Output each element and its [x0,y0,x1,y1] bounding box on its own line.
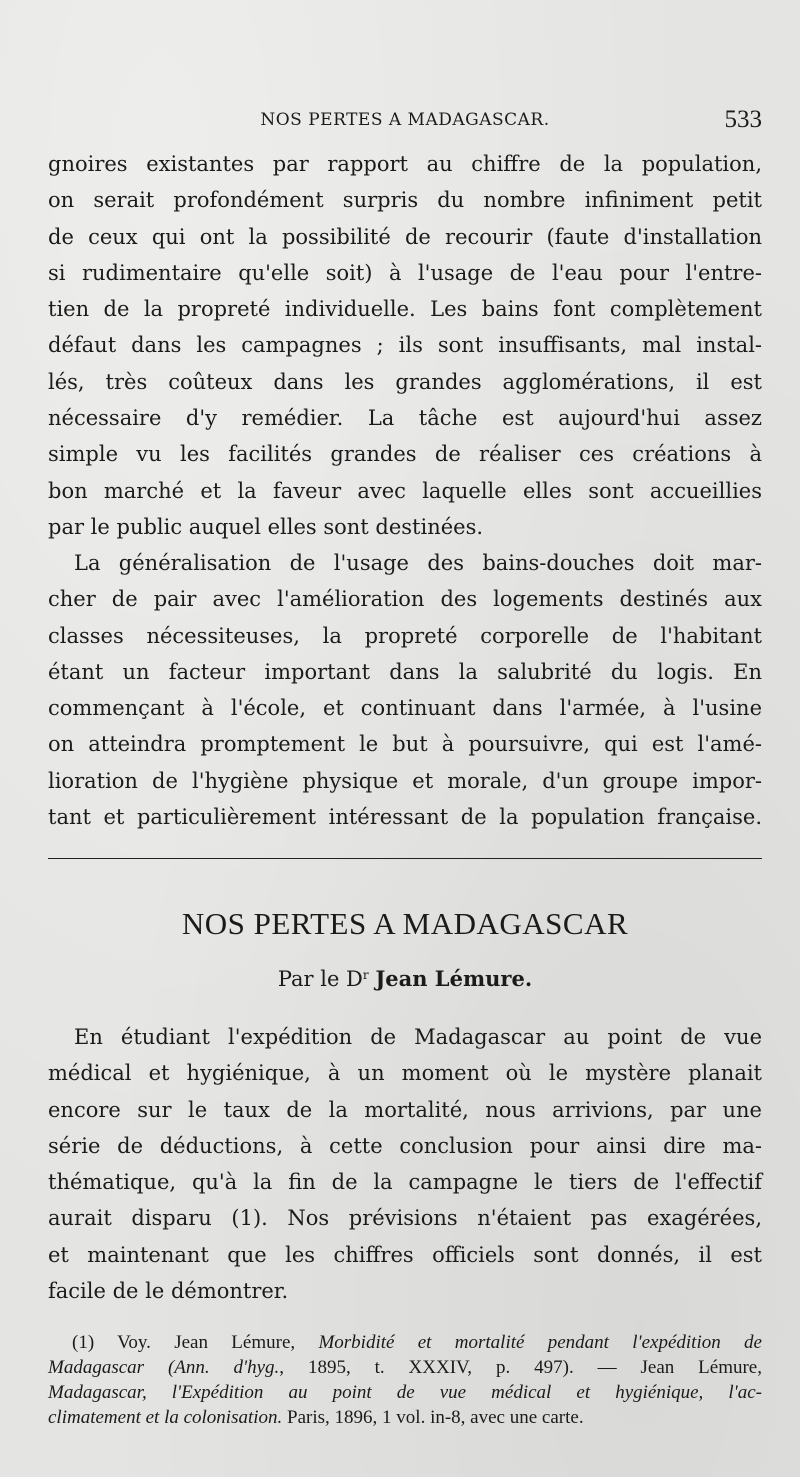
text-line: et maintenant que les chiffres officiels sont donnés, il est [48,1242,762,1267]
text-line: on serait profondément surpris du nombre infiniment petit [48,188,762,213]
author-name: Jean Lémure. [375,966,533,991]
text-line: lés, très coûteux dans les grandes agglomérations, il est [48,369,762,394]
footnote-italic: Madagascar (Ann. d'hyg. [48,1357,280,1378]
text-line: on atteindra promptement le but à poursuivre, qui est l'amé- [48,732,762,757]
byline-superscript: r [362,968,369,982]
text-line: tien de la propreté individuelle. Les bains font complètement [48,297,762,322]
text-line: aurait disparu (1). Nos prévisions n'étaient pas exagérées, [48,1206,762,1231]
text-line: gnoires existantes par rapport au chiffre de la population, [48,152,762,176]
text-line: étant un facteur important dans la salubrité du logis. En [48,659,762,684]
text-line: médical et hygiénique, à un moment où le mystère planait [48,1061,762,1086]
text-line: encore sur le taux de la mortalité, nous arrivions, par une [48,1097,762,1122]
text-line: série de déductions, à cette conclusion pour ainsi dire ma- [48,1133,762,1158]
footnote-text: Paris, 1896, 1 vol. in-8, avec une carte. [282,1407,584,1428]
paragraph-intro [48,1019,762,1309]
text-line: bon marché et la faveur avec laquelle elles sont accueillies [48,478,762,503]
section-divider [48,858,762,859]
text-line: de ceux qui ont la possibilité de recourir (faute d'installation [48,224,762,249]
text-line: par le public auquel elles sont destinées. [48,514,484,539]
byline [48,966,762,991]
footnote-italic: Morbidité et mortalité pendant l'expédition de [318,1332,762,1353]
text-line: tant et particulièrement intéressant de la population française. [48,805,762,830]
footnote [48,1330,762,1430]
footnote-line [48,1330,762,1355]
paragraph-bains-douches [48,545,762,835]
text-line: En étudiant l'expédition de Madagascar au point de vue [74,1025,762,1049]
footnote-line [48,1405,762,1430]
text-line: cher de pair avec l'amélioration des logements destinés aux [48,587,762,612]
text-line: facile de le démontrer. [48,1279,289,1304]
byline-prefix: Par le D [277,967,363,991]
article-title: NOS PERTES A MADAGASCAR [181,906,629,941]
running-title: NOS PERTES A MADAGASCAR. [260,110,550,130]
text-line: simple vu les facilités grandes de réaliser ces créations à [48,442,762,467]
page-number: 533 [724,106,762,133]
text-line: défaut dans les campagnes ; ils sont insuffisants, mal instal- [48,333,762,358]
text-line: nécessaire d'y remédier. La tâche est aujourd'hui assez [48,406,762,431]
footnote-text: (1) Voy. Jean Lémure, [72,1332,319,1353]
text-line: La généralisation de l'usage des bains-douches doit mar- [74,551,762,575]
running-head [48,106,762,136]
footnote-italic: Madagascar, l'Expédition au point de vue médical et hygiénique, l'ac- [48,1382,762,1403]
footnote-line [48,1380,762,1405]
footnote-italic: climatement et la colonisation. [48,1407,283,1428]
footnote-text: , 1895, t. XXXIV, p. 497). — Jean Lémure, [279,1357,762,1378]
text-line: commençant à l'école, et continuant dans l'armée, à l'usine [48,696,762,721]
paragraph-continued [48,146,762,545]
text-line: lioration de l'hygiène physique et morale, d'un groupe impor- [48,768,762,793]
footnote-line [48,1355,762,1380]
text-line: si rudimentaire qu'elle soit) à l'usage de l'eau pour l'entre- [48,260,762,285]
text-line: thématique, qu'à la fin de la campagne le tiers de l'effectif [48,1170,762,1195]
text-line: classes nécessiteuses, la propreté corporelle de l'habitant [48,623,762,648]
